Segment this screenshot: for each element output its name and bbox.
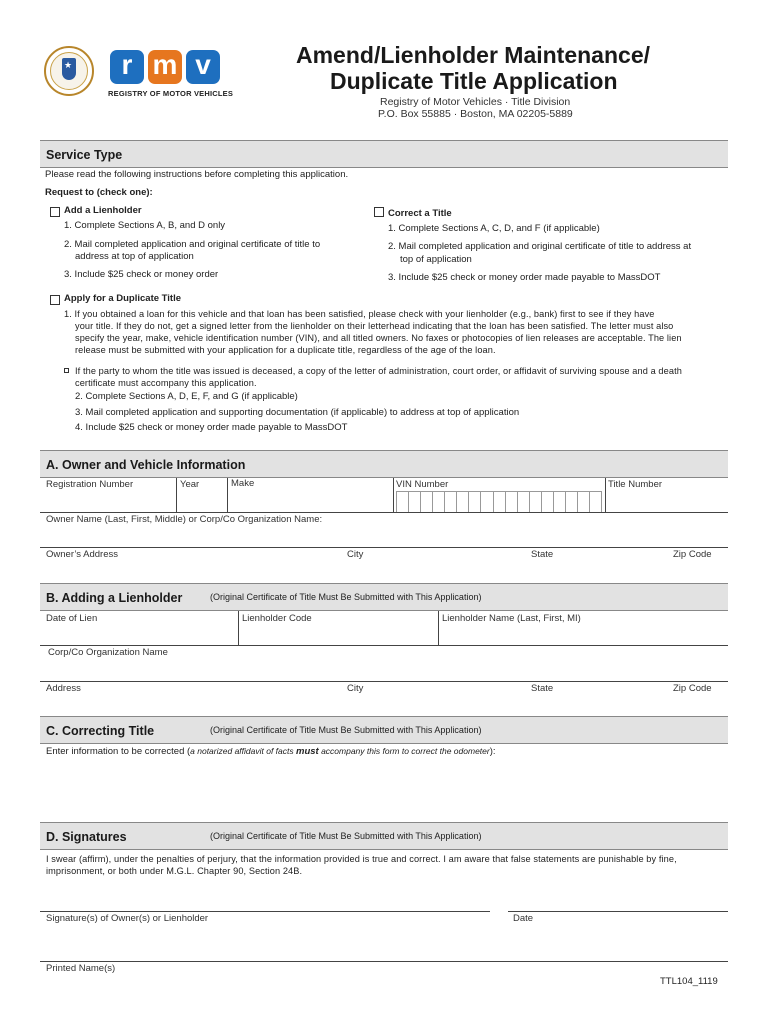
field-rule xyxy=(40,547,728,548)
section-d-note: (Original Certificate of Title Must Be Submitted with This Application) xyxy=(210,831,482,841)
vin-cell[interactable] xyxy=(420,491,432,513)
correct-title-step: 1. Complete Sections A, C, D, and F (if applicable) xyxy=(388,223,600,234)
oath-line: I swear (affirm), under the penalties of perjury, that the information provided is true and correct. I am aware that false statements are punishable by fine, xyxy=(46,854,677,864)
duplicate-para1-line: release must be submitted with your application for a duplicate title, regardless of the age of the loan. xyxy=(75,345,496,355)
field-divider xyxy=(238,611,239,645)
add-lienholder-step: 3. Include $25 check or money order xyxy=(64,269,219,280)
vin-cell[interactable] xyxy=(493,491,505,513)
correction-instruction xyxy=(46,746,496,757)
state-label: State xyxy=(531,683,554,694)
correction-instruction-prefix: Enter information to be corrected ( xyxy=(46,746,191,757)
vin-cell[interactable] xyxy=(589,491,602,513)
correction-instruction-italic: accompany this form to correct the odometer xyxy=(318,746,490,756)
section-c-title: C. Correcting Title xyxy=(46,724,155,738)
vin-cell[interactable] xyxy=(480,491,492,513)
field-divider xyxy=(605,478,606,512)
vin-cell[interactable] xyxy=(505,491,517,513)
vin-input-grid[interactable] xyxy=(396,491,602,513)
duplicate-step: 4. Include $25 check or money order made payable to MassDOT xyxy=(75,422,348,433)
signature-label: Signature(s) of Owner(s) or Lienholder xyxy=(46,913,209,924)
duplicate-step: 2. Complete Sections A, D, E, F, and G (if applicable) xyxy=(75,391,298,402)
zip-code-label: Zip Code xyxy=(673,683,712,694)
signature-line[interactable] xyxy=(40,911,490,912)
vin-cell[interactable] xyxy=(541,491,553,513)
add-lienholder-checkbox[interactable] xyxy=(50,207,60,217)
vin-cell[interactable] xyxy=(444,491,456,513)
vin-number-label: VIN Number xyxy=(396,479,449,490)
service-intro: Please read the following instructions before completing this application. xyxy=(45,169,349,180)
form-title-line2: Duplicate Title Application xyxy=(330,68,618,94)
rmv-logo-v: v xyxy=(186,50,220,84)
vin-cell[interactable] xyxy=(529,491,541,513)
form-title-line1: Amend/Lienholder Maintenance/ xyxy=(296,42,650,68)
add-lienholder-label: Add a Lienholder xyxy=(64,205,142,216)
rmv-logo-m: m xyxy=(148,50,182,84)
title-number-label: Title Number xyxy=(608,479,663,490)
section-c-note: (Original Certificate of Title Must Be Submitted with This Application) xyxy=(210,725,482,735)
registration-number-label: Registration Number xyxy=(46,479,134,490)
agency-address-line2: P.O. Box 55885 · Boston, MA 02205-5889 xyxy=(378,108,573,120)
request-label: Request to (check one): xyxy=(45,187,153,198)
corp-name-label: Corp/Co Organization Name xyxy=(48,647,168,658)
vin-cell[interactable] xyxy=(517,491,529,513)
correct-title-label: Correct a Title xyxy=(388,208,452,219)
lienholder-name-label: Lienholder Name (Last, First, MI) xyxy=(442,613,581,624)
correction-instruction-must: must xyxy=(296,746,319,757)
correct-title-checkbox[interactable] xyxy=(374,207,384,217)
lienholder-code-label: Lienholder Code xyxy=(242,613,312,624)
field-rule xyxy=(40,645,728,646)
vin-cell[interactable] xyxy=(565,491,577,513)
state-label: State xyxy=(531,549,554,560)
service-type-title: Service Type xyxy=(46,148,123,162)
vin-cell[interactable] xyxy=(553,491,565,513)
field-divider xyxy=(393,478,394,512)
field-divider xyxy=(227,478,228,512)
rmv-logo-subtitle: REGISTRY OF MOTOR VEHICLES xyxy=(108,89,234,98)
duplicate-para1-line: 1. If you obtained a loan for this vehicle and that loan has been satisfied, please check with your lienholder (e.g., bank) first to see if they have xyxy=(64,309,655,319)
make-label: Make xyxy=(231,478,255,489)
correct-title-step: 2. Mail completed application and original certificate of title to address at xyxy=(388,241,692,252)
section-a-bar xyxy=(40,450,728,478)
duplicate-title-checkbox[interactable] xyxy=(50,295,60,305)
correct-title-step: top of application xyxy=(400,254,472,265)
correction-instruction-suffix: ): xyxy=(489,746,496,757)
date-of-lien-label: Date of Lien xyxy=(46,613,98,624)
section-c-bar xyxy=(40,716,728,744)
field-divider xyxy=(176,478,177,512)
vin-cell[interactable] xyxy=(432,491,444,513)
city-label: City xyxy=(347,683,364,694)
duplicate-title-label: Apply for a Duplicate Title xyxy=(64,293,182,304)
printed-name-line[interactable] xyxy=(40,961,728,962)
vin-cell[interactable] xyxy=(396,491,408,513)
date-line[interactable] xyxy=(508,911,728,912)
add-lienholder-step: 2. Mail completed application and original certificate of title to xyxy=(64,239,321,250)
section-d-bar xyxy=(40,822,728,850)
section-b-title: B. Adding a Lienholder xyxy=(46,591,183,605)
correct-title-step: 3. Include $25 check or money order made payable to MassDOT xyxy=(388,272,661,283)
agency-address-line1: Registry of Motor Vehicles · Title Division xyxy=(380,96,571,108)
add-lienholder-step: 1. Complete Sections A, B, and D only xyxy=(64,220,226,231)
duplicate-para2-line: certificate must accompany this application. xyxy=(75,378,257,388)
section-b-bar xyxy=(40,583,728,611)
year-label: Year xyxy=(180,479,200,490)
seal-star-icon: ★ xyxy=(64,60,73,70)
field-rule xyxy=(40,512,728,513)
zip-code-label: Zip Code xyxy=(673,549,712,560)
section-d-title: D. Signatures xyxy=(46,830,127,844)
vin-cell[interactable] xyxy=(408,491,420,513)
form-code: TTL104_1119 xyxy=(660,976,718,987)
vin-cell[interactable] xyxy=(456,491,468,513)
duplicate-para1-line: specify the year, make, vehicle identification number (VIN), and all titled owners. No faxes or photocopies of lien releases are acceptable. The lien xyxy=(75,333,682,343)
service-type-bar xyxy=(40,140,728,168)
printed-name-label: Printed Name(s) xyxy=(46,963,116,974)
add-lienholder-step: address at top of application xyxy=(75,251,194,262)
oath-line: imprisonment, or both under M.G.L. Chapter 90, Section 24B. xyxy=(46,866,303,876)
duplicate-para1-line: your title. If they do not, get a signed letter from the lienholder on their letterhead indicating that the loan has been satisfied. The letter must also xyxy=(75,321,674,331)
correction-instruction-italic: a notarized affidavit of facts xyxy=(190,746,296,756)
owner-name-label: Owner Name (Last, First, Middle) or Corp/Co Organization Name: xyxy=(46,514,323,525)
date-label: Date xyxy=(513,913,534,924)
duplicate-step: 3. Mail completed application and supporting documentation (if applicable) to address at top of application xyxy=(75,407,520,418)
city-label: City xyxy=(347,549,364,560)
vin-cell[interactable] xyxy=(577,491,589,513)
duplicate-para2-line: If the party to whom the title was issued is deceased, a copy of the letter of administration, court order, or affidavit of surviving spouse and a death xyxy=(75,366,682,376)
owners-address-label: Owner’s Address xyxy=(46,549,118,560)
section-a-title: A. Owner and Vehicle Information xyxy=(46,458,246,472)
deceased-owner-checkbox[interactable] xyxy=(64,368,69,373)
field-rule xyxy=(40,681,728,682)
address-label: Address xyxy=(46,683,81,694)
rmv-logo-r: r xyxy=(110,50,144,84)
vin-cell[interactable] xyxy=(468,491,480,513)
section-b-note: (Original Certificate of Title Must Be Submitted with This Application) xyxy=(210,592,482,602)
field-divider xyxy=(438,611,439,645)
